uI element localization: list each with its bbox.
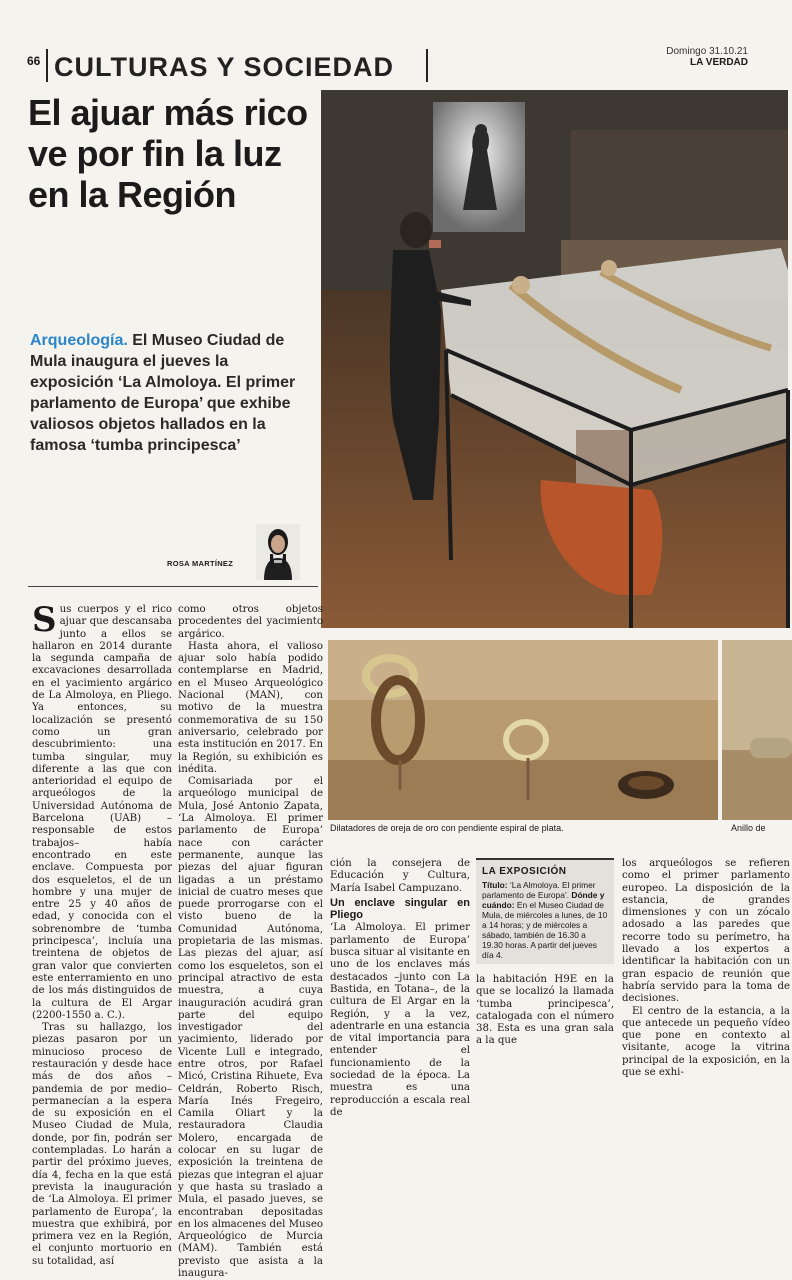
article-paragraph: Tras su hallazgo, los piezas pasaron por un minucioso proceso de restauración y desde hace más de dos años –pandemia de por medio– permanecían a la espera de su exposición en el Museo Ciudad de Mula, donde, por fin, podrán ser contempladas. Lo harán a partir del próximo jueves, día 4, fecha en la que está prevista la inauguración de ‘La Almoloya. El primer parlamento de Europa’, la muestra que exhibirá, por primera vez en la Región, el conjunto mortuorio en su totalidad, así <box>32 1022 172 1267</box>
dropcap: S <box>32 600 57 640</box>
article-paragraph: ‘La Almoloya. El primer parlamento de Europa’ busca situar al visitante en uno de los enclaves más destacados –junto con La Bastida, en Totana–, de la cultura de El Argar en la Región, y a la vez, adentrarle en una estancia de vital importancia para entender el funcionamiento de la sociedad de la época. La muestra es una reproducción a escala real de <box>330 922 470 1118</box>
info-label-title: Título: <box>482 880 508 890</box>
article-column-3 <box>330 858 470 1118</box>
article-paragraph: como otros objetos procedentes del yacimiento argárico. <box>178 604 323 640</box>
info-label-where: Dónde y cuándo: <box>482 890 605 910</box>
info-value-where: En el Museo Ciudad de Mula, de miércoles a lunes, de 10 a 14 horas; y de miércoles a sábado, también de 16.30 a 19.30 horas. A partir del jueves día 4. <box>482 900 608 960</box>
divider-line <box>28 586 318 587</box>
section-title: CULTURAS Y SOCIEDAD <box>54 52 395 82</box>
date-line: Domingo 31.10.21 <box>666 46 748 57</box>
standfirst-keyword: Arqueología. <box>30 332 128 349</box>
headline: El ajuar más rico ve por fin la luz en la Región <box>28 92 308 215</box>
ring-photo <box>722 640 792 820</box>
newspaper-name: LA VERDAD <box>690 57 748 68</box>
standfirst-text: El Museo Ciudad de Mula inaugura el jueves la exposición ‘La Almoloya. El primer parlamento de Europa’ que exhibe valiosos objetos hallados en la famosa ‘tumba principesca’ <box>30 332 296 454</box>
article-paragraph: Hasta ahora, el valioso ajuar solo había podido contemplarse en Madrid, en el Museo Arqueológico Nacional (MAN), con motivo de la muestra conmemorativa de su 150 aniversario, celebrado por esta institución en 2017. En la Región, su exhibición es inédita. <box>178 640 323 775</box>
article-subheading: Un enclave singular en Pliego <box>330 896 470 922</box>
standfirst <box>30 330 300 456</box>
article-column-4 <box>476 974 614 1047</box>
info-value-title: ‘La Almoloya. El primer parlamento de Europa’. <box>482 880 596 900</box>
info-box-body <box>482 880 608 960</box>
byline: ROSA MARTÍNEZ <box>167 559 234 568</box>
article-paragraph: la habitación H9E en la que se localizó la llamada ‘tumba principesca’, catalogada con el número 38. Esta es una gran sala a la que <box>476 974 614 1047</box>
page-number: 66 <box>27 54 41 68</box>
info-box <box>476 858 614 964</box>
article-paragraph: ción la consejera de Educación y Cultura, María Isabel Campuzano. <box>330 858 470 894</box>
earrings-photo <box>328 640 718 820</box>
article-paragraph <box>32 600 172 1022</box>
side-caption: Anillo de <box>731 823 766 833</box>
article-column-5 <box>622 858 790 1079</box>
paragraph-text: us cuerpos y el rico ajuar que descansaba junto a ellos se hallaron en 2014 durante la segunda campaña de excavaciones desarrollada en el yacimiento argárico de La Almoloya, en Pliego. Ya entonces, su localización se presentó como un gran descubrimiento: una tumba singular, muy diferente a las que con anterioridad el equipo de arqueólogos de la Universidad Autónoma de Barcelona (UAB) –responsable de estos trabajos– había encontrado en este enclave. Compuesta por dos esqueletos, el de un hombre y una mujer de entre 25 y 40 años de edad, y conocida con el sobrenombre de ‘tumba principesca’, incluía una treintena de objetos de gran valor que convierten este enterramiento en uno de los más distinguidos de la cultura de El Argar (2200-1550 a. C.). <box>32 604 172 1021</box>
article-paragraph: El centro de la estancia, a la que antecede un pequeño vídeo que pone en contexto al visitante, acoge la vitrina principal de la exposición, en la que se exhi- <box>622 1005 790 1079</box>
article-column-2 <box>178 604 323 1280</box>
article-column-1 <box>32 600 172 1267</box>
exhibition-photo <box>321 90 788 628</box>
article-paragraph: los arqueólogos se refieren como el primer parlamento europeo. La disposición de la estancia, de grandes dimensiones y con un zócalo adosado a las paredes que recorre todo su perímetro, ha llevado a los expertos a identificar la habitación con un gran espacio de reunión que habría servido para la toma de decisiones. <box>622 858 790 1005</box>
photo-caption: Dilatadores de oreja de oro con pendiente espiral de plata. <box>330 823 564 833</box>
info-box-title: LA EXPOSICIÓN <box>482 866 567 877</box>
author-photo <box>256 524 300 580</box>
article-paragraph: Comisariada por el arqueólogo municipal de Mula, José Antonio Zapata, ‘La Almoloya. El primer parlamento de Europa’ nace con carácter permanente, aunque las piezas del ajuar figuran ligadas a un préstamo inicial de cuatro meses que puede prorrogarse con el visto bueno de la Comunidad Autónoma, propietaria de las mismas. Las piezas del ajuar, así como los esqueletos, son el principal atractivo de esta muestra, a cuya inauguración acudirá gran parte del equipo investigador del yacimiento, liderado por Vicente Lull e integrado, entre otros, por Rafael Micó, Cristina Rihuete, Eva Celdrán, Roberto Risch, María Inés Fregeiro, Camila Oliart y la restauradora Claudia Molero, encargada de colocar en su lugar de exposición la treintena de piezas que integran el ajuar y que hasta su traslado a Mula, el pasado jueves, se encontraban depositadas en los almacenes del Museo Arqueológico de Murcia (MAM). También está previsto que asista a la inaugura- <box>178 776 323 1280</box>
